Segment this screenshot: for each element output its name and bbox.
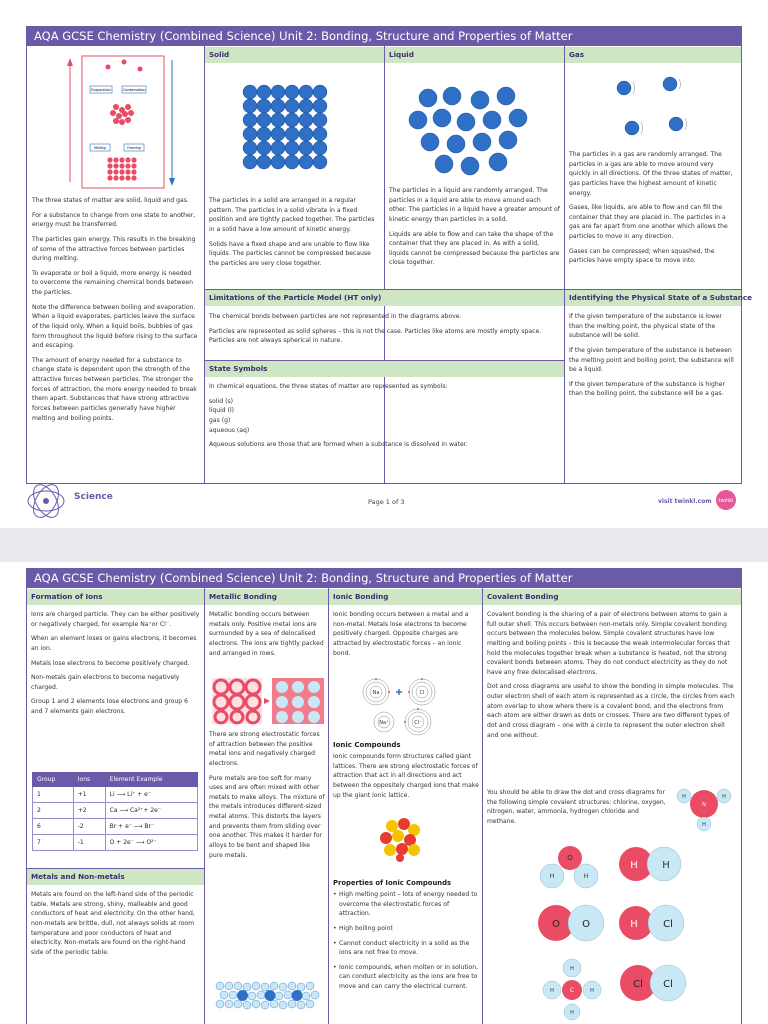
list-item: • High melting point – lots of energy needed to overcome the electrostatic forces of attraction. [333, 890, 479, 919]
ionic-text-1: Ionic bonding occurs between a metal and a non-metal. Metals lose electrons to become positively charged. Opposite charges are attracted by electrostatic forces – an ionic bond. [333, 611, 469, 657]
limitations-text: The chemical bonds between particles are not represented in the diagrams above. Particles are represented as solid spheres – this is not the case. Particles like atoms are mostly empty space. Particles are not always spherical in nature. [209, 313, 542, 345]
solid-particles-diagram [242, 84, 340, 182]
ammonia-diagram [674, 784, 738, 834]
table-header: Group [33, 773, 74, 787]
solid-text: The particles in a solid are arranged in a regular pattern. The particles in a solid vibrate in a fixed position and are tightly packed together. The particles in a solid have a low amount of kinetic energy. Solids have a fixed shape and are unable to flow like liquids. The particles cannot be compressed because the particles are very close together. [209, 197, 375, 267]
limitations-header: Limitations of the Particle Model (HT only) [205, 290, 564, 306]
metallic-text-2: There are strong electrostatic forces of attraction between the positive metal ions and negatively charged electrons. Pure metals are too soft for many uses and are often mixed with other metals to make alloys. The mixture of the metals introduces different-sized metal atoms. This distorts the layers and prevents them from sliding over one another. This makes it harder for alloys to be bent and shaped like pure metals. [209, 731, 325, 859]
table-row: 6 -2 Br + e⁻ ⟶ Br⁻ [33, 819, 198, 835]
state-symbols-text: In chemical equations, the three states of matter are represented as symbols: solid (s) liquid (l) gas (g) aqueous (aq) Aqueous solutions are those that are formed when a substance is dissolved in water. [209, 382, 559, 455]
covalent-text-1: Covalent bonding is the sharing of a pair of electrons between atoms to gain a full outer shell. This occurs between non-metals only. Simple covalent bonding occurs between the molecules below. Simple covalent structures have low melting and boiling points – this is because the weak intermolecular forces that hold the molecules together break when a substance is heated, not the strong covalent bonds between atoms. They do not conduct electricity as they do not have any free delocalised electrons. Dot and cross diagrams are useful to show the bonding in simple molecules. The outer electron shell of each atom is represented as a circle, the circles from each atom overlap to show where there is a covalent bond, and the electrons from each atom are either drawn as dots or crosses. There are two different types of dot and cross diagram – one with a circle to represent the outer electron shell and one without. [487, 611, 735, 739]
table-header: Ions [73, 773, 105, 787]
metallic-lattice-diagram [212, 678, 324, 724]
science-logo-icon [26, 488, 66, 514]
oxygen-diagram [532, 902, 612, 944]
page-title: AQA GCSE Chemistry (Combined Science) Unit 2: Bonding, Structure and Properties of Matter [26, 26, 742, 46]
chlorine-label: Cl [663, 979, 673, 990]
solid-header: Solid [205, 47, 384, 63]
chlorine-diagram [614, 962, 694, 1004]
hydrogen-label: H [550, 988, 554, 994]
carbon-label: C [569, 987, 575, 994]
liquid-header: Liquid [385, 47, 564, 63]
ions-table [32, 772, 198, 851]
ions-text: Ions are charged particle. They can be either positively or negatively charged, for example Na⁺or Cl⁻. When an element loses or gains electrons, it becomes an ion. Metals lose electrons to become positively charged. Non-metals gain electrons to become negatively charged. Group 1 and 2 elements lose electrons and group 6 and 7 elements gain electrons. [31, 611, 200, 715]
hydrogen-label: H [570, 966, 574, 972]
ionic-bond-diagram [350, 678, 450, 736]
twinkl-logo-icon [714, 488, 738, 516]
ionic-compounds-text: Ionic compounds form structures called giant lattices. There are strong electrostatic forces of attraction that act in all directions and act between the oppositely charged ions that make up the giant ionic lattice. [333, 753, 479, 799]
na-ion-label: Na⁺ [379, 720, 389, 726]
oxygen-label: O [552, 919, 560, 930]
ionic-properties-title: Properties of Ionic Compounds [333, 879, 452, 887]
metallic-text-1: Metallic bonding occurs between metals only. Positive metal ions are surrounded by a sea of delocalised electrons. The ions are tightly packed and arranged in rows. [209, 611, 324, 657]
ionic-compounds-title: Ionic Compounds [333, 741, 401, 749]
oxygen-label: O [582, 919, 590, 930]
hydrogen-label: H [570, 1010, 574, 1016]
list-item: • High boiling point [333, 924, 479, 934]
state-symbol-item: aqueous (aq) [209, 426, 250, 434]
hydrogen-label: H [630, 919, 638, 930]
state-symbol-item: solid (s) [209, 397, 234, 405]
chlorine-label: Cl [663, 919, 673, 930]
hydrogen-label: H [722, 794, 726, 800]
state-change-diagram [60, 52, 180, 190]
evaporation-label: Evaporation [91, 88, 111, 92]
list-item: • Cannot conduct electricity in a solid as the ions are not free to move. [333, 939, 479, 958]
liquid-particles-diagram [410, 88, 540, 180]
gas-header: Gas [565, 47, 741, 63]
visit-link[interactable]: visit twinkl.com [658, 498, 712, 505]
covalent-header: Covalent Bonding [483, 589, 741, 605]
list-item: • Ionic compounds, when molten or in solution, can conduct electricity as the ions are free to move and can carry the electrical current. [333, 963, 479, 992]
table-header: Element Example [105, 773, 197, 787]
alloy-diagram [214, 980, 322, 1010]
metals-text: Metals are found on the left-hand side of the periodic table. Metals are strong, shiny, malleable and good conductors of heat and electricity. On the other hand, non-metals are brittle, dull, not always solids at room temperature and poor conductors of heat and electricity. Non-metals are found on the right-hand side of the periodic table. [31, 891, 195, 956]
state-symbols-header: State Symbols [205, 361, 564, 377]
na-atom-label: Na [372, 690, 380, 696]
table-row: 1 +1 Li ⟶ Li⁺ + e⁻ [33, 787, 198, 803]
cl-atom-label: Cl [419, 690, 425, 696]
svg-text:twinkl: twinkl [718, 498, 734, 504]
freezing-label: Freezing [127, 146, 141, 150]
hydrogen-label: H [630, 860, 638, 871]
state-symbol-item: liquid (l) [209, 407, 235, 415]
page-footer [26, 484, 742, 524]
nitrogen-label: N [702, 802, 706, 808]
hydrogen-label: H [583, 873, 589, 880]
hydrogen-label: H [682, 794, 686, 800]
identify-state-text: If the given temperature of the substance is lower than the melting point, the physical state of the substance will be solid. If the given temperature of the substance is between the melting point and boiling point, the substance will be a liquid. If the given temperature of the substance is higher than the boiling point, the substance will be a gas. [569, 313, 734, 398]
ionic-header: Ionic Bonding [329, 589, 482, 605]
states-intro-text: The three states of matter are solid, liquid and gas. For a substance to change from one state to another, energy must be transferred. The particles gain energy. This results in the breaking of some of the attractive forces between particles during melting. To evaporate or boil a liquid, more energy is needed to overcome the remaining chemical bonds between the particles. Note the difference between boiling and evaporation. When a liquid evaporates, particles leave the surface of the liquid only. When a liquid boils, bubbles of gas form throughout the liquid before rising to the surface and escaping. The amount of energy needed for a substance to change state is dependent upon the strength of the attractive forces between particles. The stronger the forces of attraction, the more energy needed to break them apart. Substances that have strong attractive forces between particles generally have higher melting and boiling points. [32, 197, 198, 422]
table-row: 7 -1 O + 2e⁻ ⟶ O²⁻ [33, 835, 198, 851]
metallic-header: Metallic Bonding [205, 589, 328, 605]
hydrogen-label: H [702, 822, 706, 828]
hydrogen-label: H [662, 860, 670, 871]
ions-header: Formation of Ions [27, 589, 204, 605]
hydrogen-diagram [612, 844, 692, 884]
gas-particles-diagram [614, 78, 694, 140]
hydrogen-label: H [549, 873, 555, 880]
methane-diagram [540, 956, 604, 1020]
covalent-text-2: You should be able to draw the dot and cross diagrams for the following simple covalent structures: chlorine, oxygen, nitrogen, water, ammonia, hydrogen chloride and methane. [487, 789, 666, 825]
hydrogen-chloride-diagram [614, 902, 694, 944]
page-title-2: AQA GCSE Chemistry (Combined Science) Unit 2: Bonding, Structure and Properties of Matter [26, 568, 742, 588]
state-symbol-item: gas (g) [209, 416, 231, 424]
identify-state-header: Identifying the Physical State of a Substance [565, 290, 741, 306]
water-diagram [536, 842, 600, 898]
melting-label: Melting [94, 146, 106, 150]
science-brand: Science [74, 492, 113, 502]
page-number: Page 1 of 3 [368, 498, 405, 506]
liquid-text: The particles in a liquid are randomly arranged. The particles in a liquid are able to move around each other. The particles in a liquid have a greater amount of kinetic energy than particles in a solid. Liquids are able to flow and can take the shape of the container that they are placed in. As with a solid, liquids cannot be compressed because the particles are close together. [389, 187, 560, 267]
table-row: 2 +2 Ca ⟶ Ca²⁺+ 2e⁻ [33, 803, 198, 819]
oxygen-label: O [567, 854, 573, 862]
gas-text: The particles in a gas are randomly arranged. The particles in a gas are able to move around very quickly in all directions. Of the three states of matter, gas particles have the highest amount of kinetic energy. Gases, like liquids, are able to flow and can fill the container that they are placed in. The particles in a gas are far apart from one another which allows the particles to move in any direction. Gases can be compressed; when squashed, the particles have empty space to move into. [569, 151, 733, 265]
cl-ion-label: Cl⁻ [414, 720, 422, 726]
chlorine-label: Cl [633, 979, 643, 990]
metals-header: Metals and Non-metals [27, 869, 204, 885]
condensation-label: Condensation [123, 88, 145, 92]
page-two [0, 562, 768, 1024]
ionic-lattice-diagram [378, 816, 424, 862]
ionic-properties-list [333, 890, 479, 997]
hydrogen-label: H [590, 988, 594, 994]
